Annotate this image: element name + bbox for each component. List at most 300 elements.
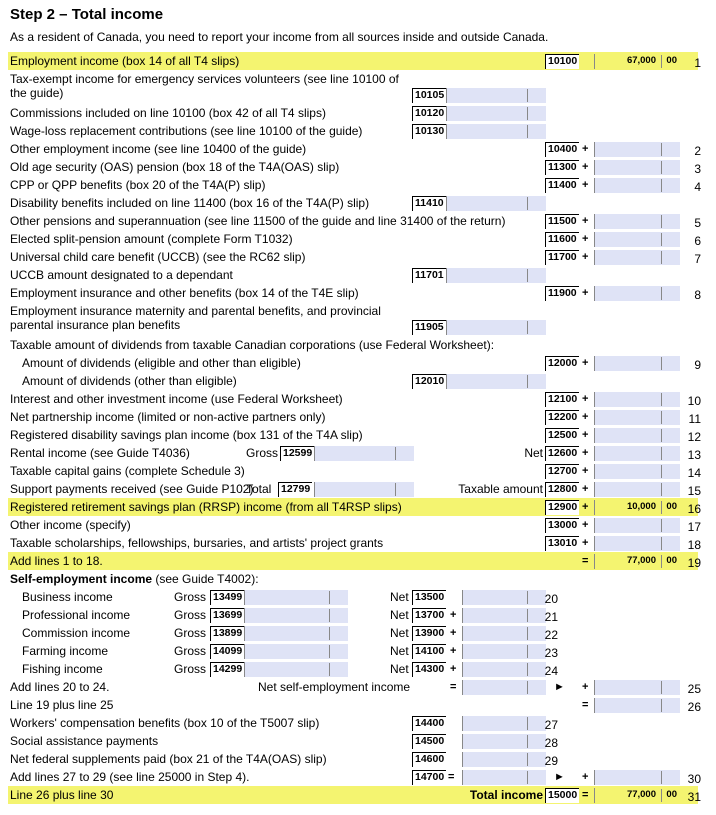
amount-value: 10,000 <box>626 501 656 512</box>
cents-divider <box>661 411 662 424</box>
cents-divider <box>661 789 662 802</box>
operator: + <box>582 357 589 369</box>
cents-divider <box>527 375 528 388</box>
line-code: 11500 <box>545 214 579 229</box>
line-number: 28 <box>544 736 558 750</box>
gross-amount-field[interactable] <box>244 590 348 605</box>
row-label: Add lines 1 to 18. <box>10 554 103 568</box>
row-label: Line 26 plus line 30 <box>10 788 114 802</box>
income-row <box>8 140 701 158</box>
total-row <box>8 786 701 804</box>
cents-divider <box>661 555 662 568</box>
operator: = <box>450 681 457 693</box>
operator: + <box>582 681 589 693</box>
amount-field[interactable] <box>594 446 680 461</box>
amount-field[interactable] <box>594 160 680 175</box>
self-employment-row <box>8 606 698 624</box>
cents-divider <box>527 609 528 622</box>
amount-field[interactable] <box>594 464 680 479</box>
line-number: 18 <box>687 538 701 552</box>
line-number: 25 <box>687 682 701 696</box>
net-self-employment-label: Net self-employment income <box>258 680 411 694</box>
income-row <box>8 462 701 480</box>
operator: + <box>450 663 457 675</box>
operator: + <box>450 645 457 657</box>
income-row <box>8 248 701 266</box>
line-code: 12700 <box>545 464 579 479</box>
amount-cents: 00 <box>666 501 677 512</box>
income-row <box>8 426 701 444</box>
net-amount-field[interactable] <box>462 644 546 659</box>
income-row <box>8 552 701 570</box>
net-amount-field[interactable] <box>462 590 546 605</box>
line-code: 11700 <box>545 250 579 265</box>
line-code: 14400 <box>412 716 446 731</box>
gross-amount-field[interactable] <box>244 662 348 677</box>
amount-field[interactable] <box>594 178 680 193</box>
line-number: 16 <box>687 502 701 516</box>
row-label: Employment income (box 14 of all T4 slips) <box>10 54 240 68</box>
net-label: Net <box>390 590 409 604</box>
income-row <box>8 70 698 104</box>
total-row <box>8 732 698 750</box>
row-label: UCCB amount designated to a dependant <box>10 268 233 282</box>
line-number: 29 <box>544 754 558 768</box>
amount-cents: 00 <box>666 789 677 800</box>
row-label: Commission income <box>22 626 131 640</box>
row-label: Amount of dividends (eligible and other than eligible) <box>22 356 301 370</box>
line-code: 12800 <box>545 482 579 497</box>
cents-divider <box>527 591 528 604</box>
cents-divider <box>661 447 662 460</box>
line-code: 11400 <box>545 178 579 193</box>
net-code: 14300 <box>412 662 446 677</box>
operator: + <box>582 143 589 155</box>
total-row <box>8 696 701 714</box>
line-code: 10400 <box>545 142 579 157</box>
row-label: Registered retirement savings plan (RRSP) income (from all T4RSP slips) <box>10 500 402 514</box>
amount-field[interactable] <box>462 752 546 767</box>
income-row <box>8 302 698 336</box>
total-income-label: Total income <box>469 788 543 802</box>
amount-field[interactable] <box>446 196 546 211</box>
line-code: 12200 <box>545 410 579 425</box>
row-label: Other pensions and superannuation (see line 11500 of the guide and line 31400 of the return) <box>10 214 506 228</box>
gross-code: 13499 <box>210 590 244 605</box>
line-number: 17 <box>687 520 701 534</box>
income-row <box>8 104 698 122</box>
sub-amount-field[interactable] <box>314 446 414 461</box>
page-title: Step 2 – Total income <box>10 6 164 23</box>
section-heading <box>10 572 259 586</box>
line-code: 15000 <box>545 788 579 803</box>
sub-line-code: 12799 <box>278 482 312 497</box>
cents-divider <box>527 735 528 748</box>
amount-value: 77,000 <box>626 555 656 566</box>
income-row <box>8 534 701 552</box>
amount-field[interactable] <box>446 268 546 283</box>
row-label: Fishing income <box>22 662 103 676</box>
cents-divider <box>395 447 396 460</box>
row-label: Taxable scholarships, fellowships, bursaries, and artists' project grants <box>10 536 384 550</box>
operator: + <box>582 233 589 245</box>
self-employment-row <box>8 588 698 606</box>
amount-field[interactable] <box>594 232 680 247</box>
income-row <box>8 284 701 302</box>
line-number: 26 <box>687 700 701 714</box>
cents-divider <box>527 645 528 658</box>
amount-field[interactable] <box>594 286 680 301</box>
gross-label: Gross <box>174 662 207 676</box>
cents-divider <box>661 161 662 174</box>
cents-divider <box>527 269 528 282</box>
cents-divider <box>661 771 662 784</box>
net-label: Net <box>390 644 409 658</box>
line-code: 12500 <box>545 428 579 443</box>
operator: + <box>582 537 589 549</box>
net-label: Net <box>390 626 409 640</box>
row-label: Social assistance payments <box>10 734 159 748</box>
operator: + <box>582 501 589 513</box>
amount-field[interactable] <box>594 392 680 407</box>
line-code: 13000 <box>545 518 579 533</box>
cents-divider <box>661 143 662 156</box>
row-label: Tax-exempt income for emergency services volunteers (see line 10100 of the guide) <box>10 72 399 100</box>
income-row <box>8 52 701 70</box>
income-row <box>8 194 698 212</box>
total-row <box>8 768 701 786</box>
line-number: 21 <box>544 610 558 624</box>
line-number: 19 <box>687 556 701 570</box>
operator: = <box>582 555 589 567</box>
row-label: Commissions included on line 10100 (box 42 of all T4 slips) <box>10 106 326 120</box>
line-code: 11900 <box>545 286 579 301</box>
cents-divider <box>527 627 528 640</box>
line-code: 11701 <box>412 268 446 283</box>
cents-divider <box>329 627 330 640</box>
cents-divider <box>661 233 662 246</box>
cents-divider <box>329 609 330 622</box>
cents-divider <box>661 357 662 370</box>
cents-divider <box>527 107 528 120</box>
row-label: Professional income <box>22 608 131 622</box>
row-label: Line 19 plus line 25 <box>10 698 114 712</box>
amount-field[interactable] <box>594 356 680 371</box>
cents-divider <box>661 251 662 264</box>
income-row <box>8 408 701 426</box>
income-row <box>8 230 701 248</box>
self-employment-row <box>8 660 698 678</box>
amount-field[interactable] <box>462 770 546 785</box>
gross-label: Gross <box>174 644 207 658</box>
income-row <box>8 212 701 230</box>
row-label: Add lines 27 to 29 (see line 25000 in Step 4). <box>10 770 250 784</box>
line-number: 14 <box>687 466 701 480</box>
line-code: 10130 <box>412 124 446 139</box>
gross-label: Gross <box>174 608 207 622</box>
amount-field[interactable] <box>594 500 680 515</box>
amount-field[interactable] <box>594 680 680 695</box>
line-number: 24 <box>544 664 558 678</box>
net-code: 14100 <box>412 644 446 659</box>
operator: + <box>582 215 589 227</box>
gross-code: 14299 <box>210 662 244 677</box>
row-label: Registered disability savings plan income (box 131 of the T4A slip) <box>10 428 363 442</box>
total-row <box>8 750 698 768</box>
gross-code: 14099 <box>210 644 244 659</box>
line-number: 23 <box>544 646 558 660</box>
cents-divider <box>661 215 662 228</box>
line-code: 10105 <box>412 88 446 103</box>
sub-amount-field[interactable] <box>314 482 414 497</box>
operator: + <box>582 519 589 531</box>
net-code: 13900 <box>412 626 446 641</box>
operator: + <box>582 483 589 495</box>
row-label: Other income (specify) <box>10 518 131 532</box>
amount-field[interactable] <box>462 716 546 731</box>
line-number: 7 <box>694 252 701 266</box>
operator: + <box>582 251 589 263</box>
line-code: 11300 <box>545 160 579 175</box>
operator: + <box>582 411 589 423</box>
operator: + <box>582 179 589 191</box>
line-number: 22 <box>544 628 558 642</box>
income-row <box>8 372 698 390</box>
amount-field[interactable] <box>594 250 680 265</box>
row-label: Taxable capital gains (complete Schedule 3) <box>10 464 245 478</box>
amount-field[interactable] <box>594 410 680 425</box>
cents-divider <box>661 55 662 68</box>
cents-divider <box>329 645 330 658</box>
line-code: 12100 <box>545 392 579 407</box>
line-code: 11905 <box>412 320 446 335</box>
self-employment-heading <box>8 570 698 588</box>
row-label: Business income <box>22 590 113 604</box>
total-row <box>8 678 701 696</box>
row-label: Disability benefits included on line 11400 (box 16 of the T4A(P) slip) <box>10 196 370 210</box>
cents-divider <box>329 591 330 604</box>
line-number: 13 <box>687 448 701 462</box>
operator: + <box>582 429 589 441</box>
income-row <box>8 390 701 408</box>
income-row <box>8 516 701 534</box>
cents-divider <box>661 287 662 300</box>
amount-field[interactable] <box>446 88 546 103</box>
amount-field[interactable] <box>594 770 680 785</box>
operator: + <box>582 287 589 299</box>
line-number: 1 <box>694 56 701 70</box>
line-number: 11 <box>688 412 701 426</box>
net-amount-field[interactable] <box>462 626 546 641</box>
cents-divider <box>661 483 662 496</box>
line-code: 12600 <box>545 446 579 461</box>
gross-label: Gross <box>174 626 207 640</box>
line-code: 12000 <box>545 356 579 371</box>
cents-divider <box>527 771 528 784</box>
income-row <box>8 176 701 194</box>
line-number: 30 <box>687 772 701 786</box>
arrow-icon: ► <box>554 681 565 693</box>
total-row <box>8 714 698 732</box>
net-label: Net <box>390 662 409 676</box>
operator: = <box>582 699 589 711</box>
amount-field[interactable] <box>594 554 680 569</box>
line-number: 31 <box>687 790 701 804</box>
line-code: 10100 <box>545 54 579 69</box>
row-label: Support payments received (see Guide P102) <box>10 482 254 496</box>
amount-field[interactable] <box>462 680 546 695</box>
row-label: Wage-loss replacement contributions (see line 10100 of the guide) <box>10 124 363 138</box>
row-label: Elected split-pension amount (complete Form T1032) <box>10 232 293 246</box>
row-label: Taxable amount of dividends from taxable Canadian corporations (use Federal Worksheet): <box>10 338 495 352</box>
amount-field[interactable] <box>462 734 546 749</box>
self-employment-row <box>8 642 698 660</box>
line-number: 15 <box>687 484 701 498</box>
amount-field[interactable] <box>446 374 546 389</box>
row-label: Add lines 20 to 24. <box>10 680 110 694</box>
income-row <box>8 158 701 176</box>
cents-divider <box>661 501 662 514</box>
line-number: 10 <box>687 394 701 408</box>
cents-divider <box>527 89 528 102</box>
intro-text: As a resident of Canada, you need to report your income from all sources inside and outside Canada. <box>10 30 549 44</box>
operator: = <box>582 789 589 801</box>
net-code: 13700 <box>412 608 446 623</box>
cents-divider <box>661 699 662 712</box>
row-label: Other employment income (see line 10400 of the guide) <box>10 142 307 156</box>
operator: + <box>450 609 457 621</box>
net-code: 13500 <box>412 590 446 605</box>
amount-field[interactable] <box>446 124 546 139</box>
gross-label: Gross <box>174 590 207 604</box>
row-label: Workers' compensation benefits (box 10 of the T5007 slip) <box>10 716 320 730</box>
row-label: Interest and other investment income (use Federal Worksheet) <box>10 392 343 406</box>
line-code: 11410 <box>412 196 446 211</box>
row-label: Amount of dividends (other than eligible) <box>22 374 237 388</box>
line-code: 12010 <box>412 374 446 389</box>
line-code: 14700 <box>412 770 446 785</box>
line-number: 20 <box>544 592 558 606</box>
operator: + <box>582 393 589 405</box>
operator: + <box>582 447 589 459</box>
row-label: Net federal supplements paid (box 21 of the T4A(OAS) slip) <box>10 752 327 766</box>
income-row <box>8 498 701 516</box>
line-number: 4 <box>694 180 701 194</box>
net-amount-field[interactable] <box>462 608 546 623</box>
cents-divider <box>661 519 662 532</box>
row-label: Farming income <box>22 644 109 658</box>
net-amount-field[interactable] <box>462 662 546 677</box>
income-row <box>8 336 698 354</box>
amount-field[interactable] <box>594 54 680 69</box>
amount-field[interactable] <box>594 428 680 443</box>
heading-bold: Self-employment income <box>10 572 153 586</box>
gross-amount-field[interactable] <box>244 608 348 623</box>
amount-field[interactable] <box>446 106 546 121</box>
line-number: 27 <box>544 718 558 732</box>
line-number: 5 <box>694 216 701 230</box>
gross-amount-field[interactable] <box>244 626 348 641</box>
net-label: Net <box>390 608 409 622</box>
row-label: CPP or QPP benefits (box 20 of the T4A(P) slip) <box>10 178 266 192</box>
row-label: Old age security (OAS) pension (box 18 of the T4A(OAS) slip) <box>10 160 340 174</box>
amount-field[interactable] <box>446 320 546 335</box>
amount-field[interactable] <box>594 788 680 803</box>
amount-field[interactable] <box>594 536 680 551</box>
amount-field[interactable] <box>594 142 680 157</box>
cents-divider <box>661 537 662 550</box>
line-number: 12 <box>687 430 701 444</box>
row-label: Universal child care benefit (UCCB) (see the RC62 slip) <box>10 250 306 264</box>
income-row <box>8 266 698 284</box>
line-code: 11600 <box>545 232 579 247</box>
row-label: Net partnership income (limited or non-active partners only) <box>10 410 326 424</box>
gross-code: 13899 <box>210 626 244 641</box>
line-code: 14500 <box>412 734 446 749</box>
cents-divider <box>329 663 330 676</box>
cents-divider <box>395 483 396 496</box>
amount-field[interactable] <box>594 698 680 713</box>
cents-divider <box>661 681 662 694</box>
cents-divider <box>527 681 528 694</box>
operator: + <box>450 627 457 639</box>
gross-code: 13699 <box>210 608 244 623</box>
income-row <box>8 354 701 372</box>
self-employment-row <box>8 624 698 642</box>
cents-divider <box>527 717 528 730</box>
line-code: 14600 <box>412 752 446 767</box>
line-code: 13010 <box>545 536 579 551</box>
line-number: 9 <box>694 358 701 372</box>
amount-cents: 00 <box>666 55 677 66</box>
cents-divider <box>527 321 528 334</box>
amount-field[interactable] <box>594 214 680 229</box>
operator: = <box>448 771 455 783</box>
gross-label: Total <box>246 482 272 496</box>
sub-line-code: 12599 <box>280 446 314 461</box>
operator: + <box>582 771 589 783</box>
line-number: 8 <box>694 288 701 302</box>
net-label: Net <box>524 446 543 460</box>
line-code: 10120 <box>412 106 446 121</box>
line-number: 3 <box>694 162 701 176</box>
line-code: 12900 <box>545 500 579 515</box>
cents-divider <box>527 753 528 766</box>
net-label: Taxable amount <box>458 482 543 496</box>
operator: + <box>582 465 589 477</box>
gross-amount-field[interactable] <box>244 644 348 659</box>
row-label: Employment insurance and other benefits (box 14 of the T4E slip) <box>10 286 359 300</box>
income-row <box>8 122 698 140</box>
amount-cents: 00 <box>666 555 677 566</box>
cents-divider <box>527 197 528 210</box>
cents-divider <box>661 429 662 442</box>
operator: + <box>582 161 589 173</box>
heading-suffix: (see Guide T4002): <box>152 572 259 586</box>
arrow-icon: ► <box>554 771 565 783</box>
income-row <box>8 480 701 498</box>
amount-value: 77,000 <box>626 789 656 800</box>
amount-field[interactable] <box>594 482 680 497</box>
row-label: Employment insurance maternity and parental benefits, and provincial parental insurance plan benefits <box>10 304 381 332</box>
income-row <box>8 444 701 462</box>
amount-field[interactable] <box>594 518 680 533</box>
cents-divider <box>527 125 528 138</box>
cents-divider <box>661 179 662 192</box>
line-number: 2 <box>694 144 701 158</box>
cents-divider <box>527 663 528 676</box>
line-number: 6 <box>694 234 701 248</box>
